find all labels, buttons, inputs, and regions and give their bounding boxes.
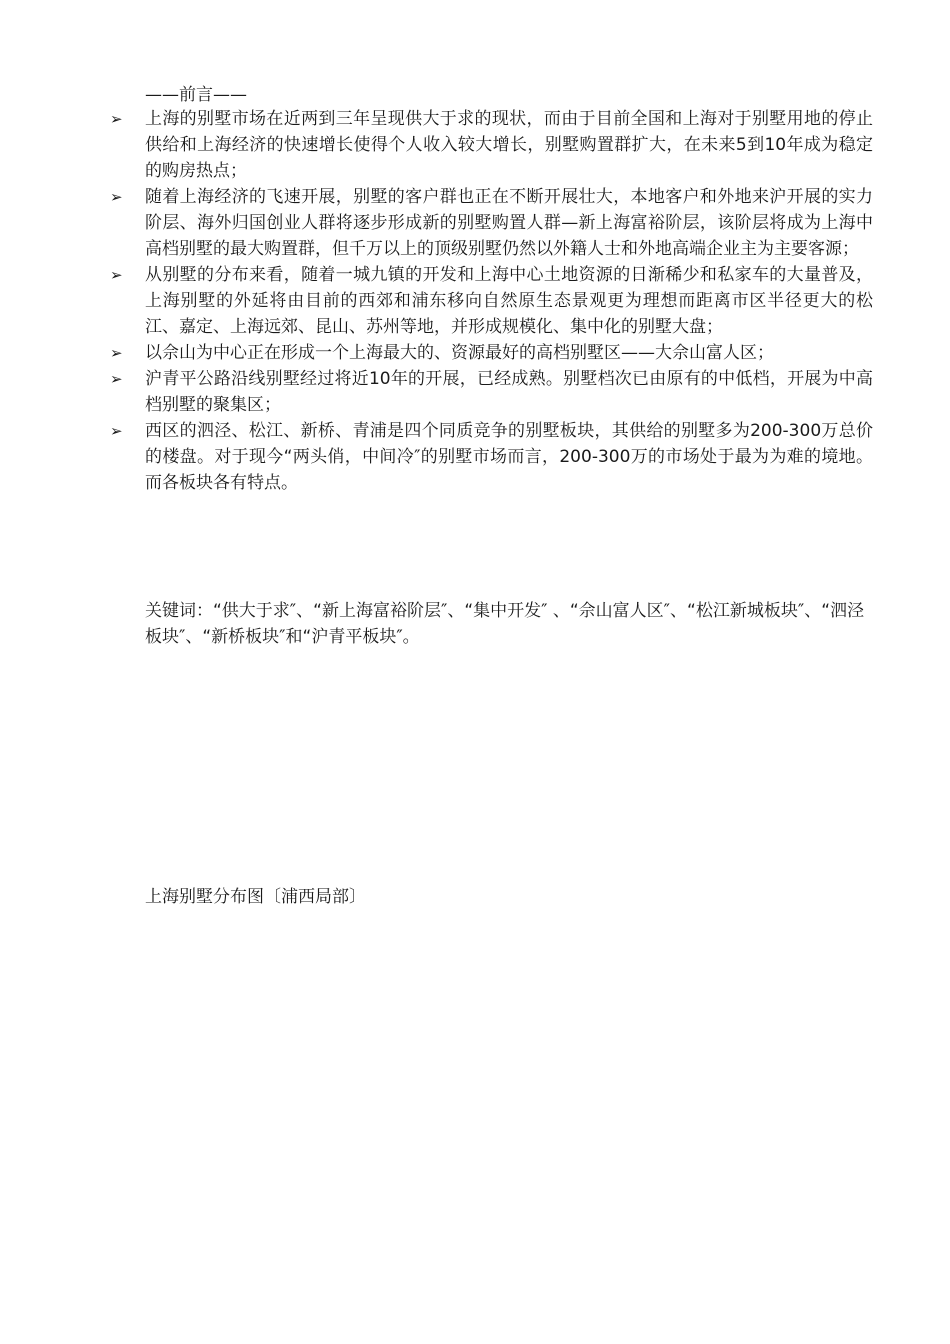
list-item-text: 以佘山为中心正在形成一个上海最大的、资源最好的高档别墅区——大佘山富人区； (145, 343, 774, 363)
arrow-bullet-icon: ➢ (110, 344, 123, 362)
list-item-text: 西区的泗泾、松江、新桥、青浦是四个同质竞争的别墅板块，其供给的别墅多为200-300万总价的楼盘。对于现今“两头俏，中间冷″的别墅市场而言，200-300万的市场处于最为为难的境地。而各板块各有特点。 (145, 421, 873, 493)
bullet-list (108, 106, 873, 496)
list-item-text: 上海的别墅市场在近两到三年呈现供大于求的现状，而由于目前全国和上海对于别墅用地的停止供给和上海经济的快速增长使得个人收入较大增长，别墅购置群扩大，在未来5到10年成为稳定的购房热点； (145, 109, 873, 181)
list-item-text: 沪青平公路沿线别墅经过将近10年的开展，已经成熟。别墅档次已由原有的中低档，开展为中高档别墅的聚集区； (145, 369, 873, 415)
arrow-bullet-icon: ➢ (110, 266, 123, 284)
arrow-bullet-icon: ➢ (110, 422, 123, 440)
keywords-paragraph: 关键词：“供大于求″、“新上海富裕阶层″、“集中开发″ 、“佘山富人区″、“松江新城板块″、“泗泾板块″、“新桥板块″和“沪青平板块″。 (145, 601, 864, 647)
list-item-text: 随着上海经济的飞速开展，别墅的客户群也正在不断开展壮大，本地客户和外地来沪开展的实力阶层、海外归国创业人群将逐步形成新的别墅购置人群—新上海富裕阶层，该阶层将成为上海中高档别墅的最大购置群，但千万以上的顶级别墅仍然以外籍人士和外地高端企业主为主要客源； (145, 187, 873, 259)
list-item (108, 262, 873, 340)
preface-heading: ——前言—— (145, 85, 247, 105)
arrow-bullet-icon: ➢ (110, 370, 123, 388)
list-item (108, 184, 873, 262)
list-item-text: 从别墅的分布来看，随着一城九镇的开发和上海中心土地资源的日渐稀少和私家车的大量普及，上海别墅的外延将由目前的西郊和浦东移向自然原生态景观更为理想而距离市区半径更大的松江、嘉定、上海远郊、昆山、苏州等地，并形成规模化、集中化的别墅大盘； (145, 265, 873, 337)
arrow-bullet-icon: ➢ (110, 110, 123, 128)
arrow-bullet-icon: ➢ (110, 188, 123, 206)
list-item (108, 106, 873, 184)
list-item (108, 340, 873, 366)
map-caption: 上海别墅分布图〔浦西局部〕 (145, 887, 366, 907)
list-item (108, 418, 873, 496)
list-item (108, 366, 873, 418)
